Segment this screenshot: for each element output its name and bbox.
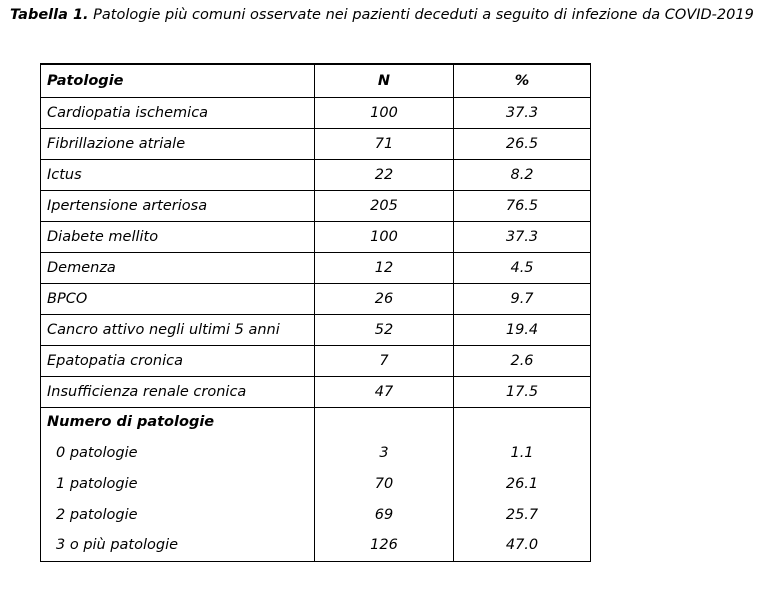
pathologies-table xyxy=(40,63,591,562)
row-percent: 8.2 xyxy=(454,159,591,190)
row-percent: 4.5 xyxy=(454,252,591,283)
table-caption xyxy=(10,6,758,24)
group-title: Numero di patologie xyxy=(41,407,315,437)
header-row xyxy=(41,64,591,97)
row-percent: 17.5 xyxy=(454,376,591,407)
row-n: 26 xyxy=(315,283,454,314)
table-row xyxy=(41,221,591,252)
row-name: Fibrillazione atriale xyxy=(41,128,315,159)
group-row-name: 0 patologie xyxy=(41,437,315,468)
row-name: Insufficienza renale cronica xyxy=(41,376,315,407)
group-row-name: 2 patologie xyxy=(41,499,315,530)
row-n: 71 xyxy=(315,128,454,159)
group-row-name: 3 o più patologie xyxy=(41,530,315,561)
group-row-name: 1 patologie xyxy=(41,468,315,499)
row-percent: 37.3 xyxy=(454,97,591,128)
group-row-percent: 25.7 xyxy=(454,499,591,530)
group-row-percent: 47.0 xyxy=(454,530,591,561)
row-n: 100 xyxy=(315,221,454,252)
row-n: 12 xyxy=(315,252,454,283)
row-n: 22 xyxy=(315,159,454,190)
row-name: Epatopatia cronica xyxy=(41,345,315,376)
column-header-patologie: Patologie xyxy=(41,64,315,97)
table-row xyxy=(41,128,591,159)
table-row xyxy=(41,283,591,314)
group-row-n: 70 xyxy=(315,468,454,499)
group-row-n: 69 xyxy=(315,499,454,530)
row-percent: 37.3 xyxy=(454,221,591,252)
row-percent: 9.7 xyxy=(454,283,591,314)
table-row xyxy=(41,159,591,190)
table-row xyxy=(41,345,591,376)
row-n: 7 xyxy=(315,345,454,376)
group-row-percent: 26.1 xyxy=(454,468,591,499)
table-row xyxy=(41,314,591,345)
group-header-n-empty xyxy=(315,407,454,437)
row-name: BPCO xyxy=(41,283,315,314)
table-row xyxy=(41,97,591,128)
group-row xyxy=(41,437,591,468)
row-name: Ipertensione arteriosa xyxy=(41,190,315,221)
row-percent: 19.4 xyxy=(454,314,591,345)
group-row xyxy=(41,499,591,530)
row-name: Ictus xyxy=(41,159,315,190)
row-n: 52 xyxy=(315,314,454,345)
row-name: Demenza xyxy=(41,252,315,283)
row-name: Diabete mellito xyxy=(41,221,315,252)
group-row xyxy=(41,530,591,561)
row-percent: 2.6 xyxy=(454,345,591,376)
group-row-n: 126 xyxy=(315,530,454,561)
caption-label: Tabella 1. xyxy=(10,7,89,23)
table-row xyxy=(41,190,591,221)
group-row-percent: 1.1 xyxy=(454,437,591,468)
row-name: Cancro attivo negli ultimi 5 anni xyxy=(41,314,315,345)
row-n: 47 xyxy=(315,376,454,407)
row-name: Cardiopatia ischemica xyxy=(41,97,315,128)
row-percent: 76.5 xyxy=(454,190,591,221)
row-n: 100 xyxy=(315,97,454,128)
column-header-percent: % xyxy=(454,64,591,97)
group-row-n: 3 xyxy=(315,437,454,468)
group-row xyxy=(41,468,591,499)
table-row xyxy=(41,376,591,407)
caption-text: Patologie più comuni osservate nei pazienti deceduti a seguito di infezione da COVID-2019 xyxy=(88,7,754,23)
row-n: 205 xyxy=(315,190,454,221)
group-header-percent-empty xyxy=(454,407,591,437)
table-row xyxy=(41,252,591,283)
group-header-row xyxy=(41,407,591,437)
column-header-n: N xyxy=(315,64,454,97)
row-percent: 26.5 xyxy=(454,128,591,159)
